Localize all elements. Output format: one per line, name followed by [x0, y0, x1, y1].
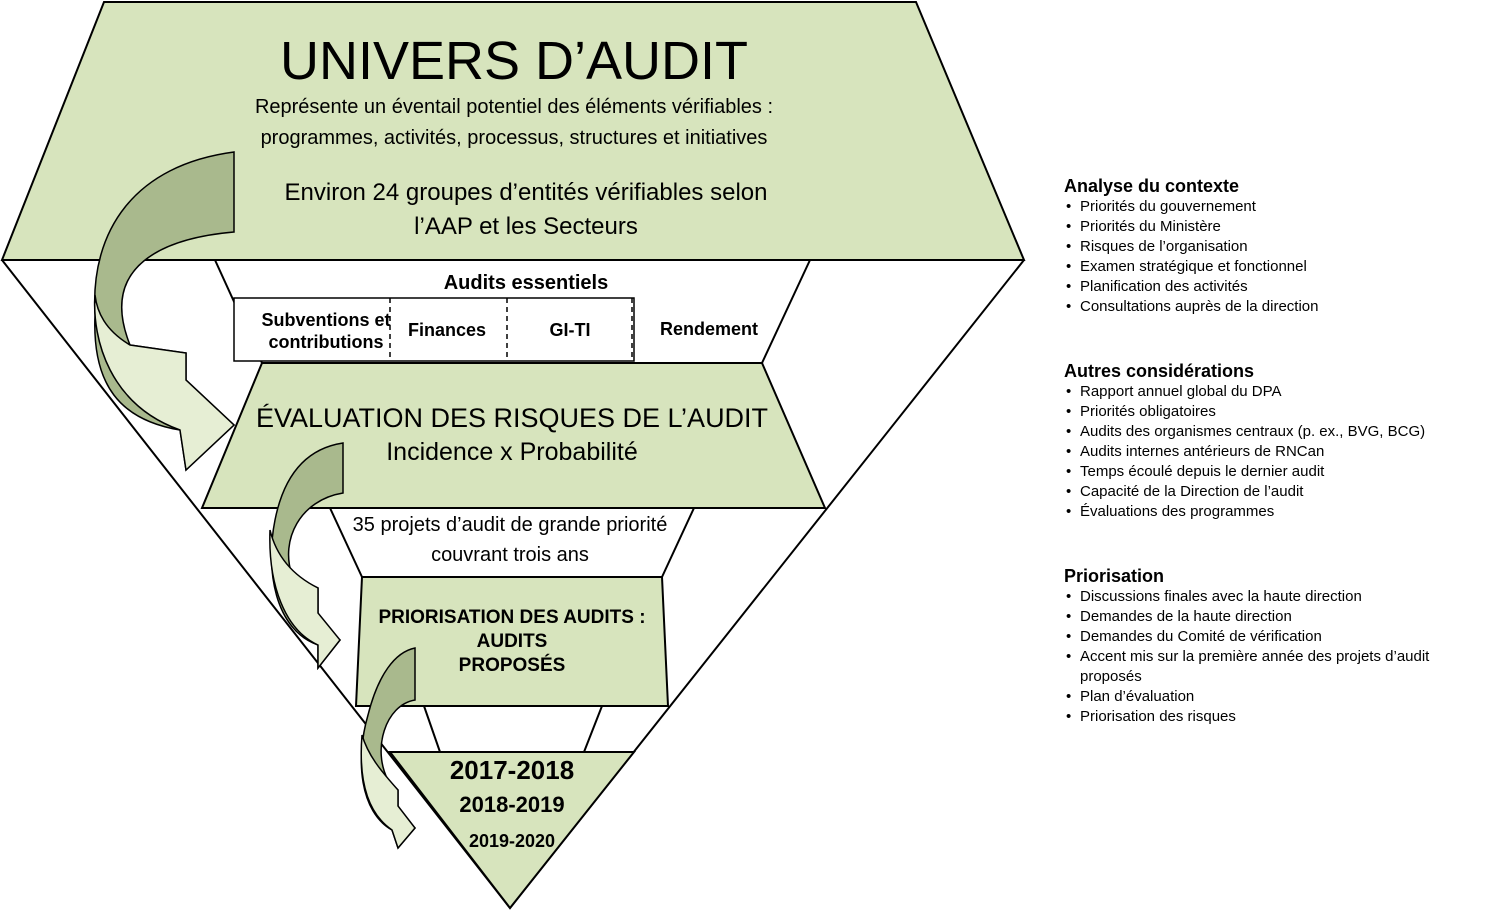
- year-2: 2018-2019: [459, 792, 565, 817]
- other-considerations-list: [1064, 382, 1494, 522]
- prioritization-line1: PRIORISATION DES AUDITS :: [378, 607, 646, 628]
- prioritization-list: [1064, 587, 1494, 727]
- category-finances: Finances: [407, 320, 487, 340]
- year-3: 2019-2020: [468, 831, 556, 851]
- list-item: • Risques de l’organisation: [1064, 237, 1494, 257]
- category-subsidies-line2: contributions: [268, 332, 384, 352]
- category-subsidies: [236, 309, 416, 353]
- list-item: • Priorités du gouvernement: [1064, 197, 1494, 217]
- category-subsidies-line1: Subventions et: [261, 310, 391, 330]
- universe-groups-line2: l’AAP et les Secteurs: [414, 213, 638, 240]
- list-item: • Consultations auprès de la direction: [1064, 297, 1494, 317]
- prioritization-line2: AUDITS: [476, 631, 548, 652]
- context-list: [1064, 197, 1494, 317]
- funnel-line-right-3: [584, 706, 602, 752]
- list-item: • Demandes de la haute direction: [1064, 607, 1494, 627]
- prioritization-section-title: Priorisation: [1064, 566, 1165, 586]
- category-performance: Rendement: [659, 319, 758, 339]
- list-item: • Audits des organismes centraux (p. ex., BVG, BCG): [1064, 422, 1494, 442]
- list-item: • Priorités du Ministère: [1064, 217, 1494, 237]
- category-gi-ti: GI-TI: [549, 320, 591, 340]
- essential-audits-title: Audits essentiels: [443, 272, 609, 294]
- projects-line1: 35 projets d’audit de grande priorité: [352, 514, 668, 536]
- universe-groups-line1: Environ 24 groupes d’entités vérifiables selon: [284, 179, 768, 206]
- list-item: • Demandes du Comité de vérification: [1064, 627, 1494, 647]
- universe-title: UNIVERS D’AUDIT: [279, 31, 749, 91]
- list-item: • Capacité de la Direction de l’audit: [1064, 482, 1494, 502]
- list-item: • Évaluations des programmes: [1064, 502, 1494, 522]
- year-1: 2017-2018: [449, 755, 575, 785]
- risk-title: ÉVALUATION DES RISQUES DE L’AUDIT: [255, 403, 769, 433]
- list-item: • Accent mis sur la première année des projets d’audit proposés: [1064, 647, 1480, 687]
- risk-subtitle: Incidence x Probabilité: [386, 438, 638, 466]
- prioritization-line3: PROPOSÉS: [458, 655, 566, 676]
- prioritization-section: [1064, 565, 1494, 727]
- list-item: • Planification des activités: [1064, 277, 1494, 297]
- list-item: • Plan d’évaluation: [1064, 687, 1494, 707]
- other-considerations-section: [1064, 360, 1494, 522]
- list-item: • Temps écoulé depuis le dernier audit: [1064, 462, 1494, 482]
- funnel-line-left-3: [424, 706, 440, 752]
- list-item: • Examen stratégique et fonctionnel: [1064, 257, 1494, 277]
- list-item: • Rapport annuel global du DPA: [1064, 382, 1494, 402]
- projects-line2: couvrant trois ans: [431, 544, 589, 566]
- context-section-title: Analyse du contexte: [1064, 176, 1240, 196]
- list-item: • Priorités obligatoires: [1064, 402, 1494, 422]
- list-item: • Audits internes antérieurs de RNCan: [1064, 442, 1494, 462]
- list-item: • Discussions finales avec la haute direction: [1064, 587, 1494, 607]
- list-item: • Priorisation des risques: [1064, 707, 1494, 727]
- other-considerations-title: Autres considérations: [1064, 361, 1255, 381]
- funnel-line-right-1: [762, 260, 810, 363]
- universe-desc-line1: Représente un éventail potentiel des éléments vérifiables :: [254, 96, 774, 118]
- context-section: [1064, 175, 1494, 317]
- universe-desc-line2: programmes, activités, processus, structures et initiatives: [260, 127, 768, 149]
